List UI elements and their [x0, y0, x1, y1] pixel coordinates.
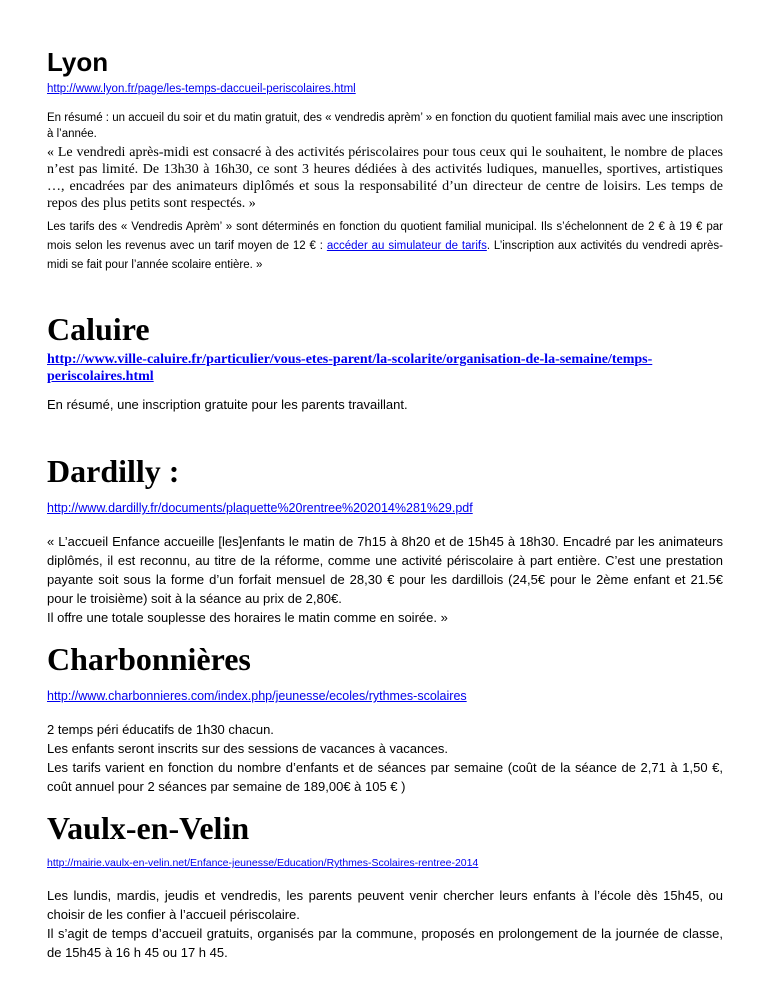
- link-caluire[interactable]: http://www.ville-caluire.fr/particulier/vous-etes-parent/la-scolarite/organisation-de-la-semaine/temps-periscolaires.html: [47, 352, 653, 384]
- line-charbonnieres-1: 2 temps péri éducatifs de 1h30 chacun.: [47, 722, 274, 737]
- summary-caluire: En résumé, une inscription gratuite pour les parents travaillant.: [47, 397, 408, 412]
- line-charbonnieres-3: Les tarifs varient en fonction du nombre d’enfants et de séances par semaine (coût de la séance de 2,71 à 1,50 €, coût annuel pour 2 séances par semaine de 189,00€ à 105 € ): [47, 760, 723, 794]
- link-charbonnieres[interactable]: http://www.charbonnieres.com/index.php/jeunesse/ecoles/rythmes-scolaires: [47, 689, 467, 703]
- heading-lyon: Lyon: [47, 47, 109, 77]
- tarifs-lyon-text: Les tarifs des « Vendredis Aprèm’ » sont déterminés en fonction du quotient familial municipal. Ils s’échelonnent de 2 € à 19 € par mois selon les revenus avec un tarif moyen de 12 € :: [47, 221, 723, 252]
- heading-caluire: Caluire: [47, 311, 150, 347]
- link-lyon[interactable]: http://www.lyon.fr/page/les-temps-daccueil-periscolaires.html: [47, 83, 356, 95]
- heading-dardilly: Dardilly :: [47, 453, 180, 489]
- link-simulateur-tarifs[interactable]: accéder au simulateur de tarifs: [326, 240, 487, 252]
- tarifs-lyon-text-end: . L’inscription aux activités du vendredi après-midi se fait pour l’année scolaire entière. »: [47, 240, 723, 271]
- heading-charbonnieres: Charbonnières: [47, 641, 251, 677]
- tarifs-lyon: [47, 218, 723, 275]
- link-dardilly[interactable]: http://www.dardilly.fr/documents/plaquette%20rentree%202014%281%29.pdf: [47, 501, 473, 515]
- heading-vaulx: Vaulx-en-Velin: [47, 810, 250, 846]
- text-dardilly-2: Il offre une totale souplesse des horaires le matin comme en soirée. »: [47, 610, 448, 625]
- text-dardilly: « L’accueil Enfance accueille [les]enfants le matin de 7h15 à 8h20 et de 15h45 à 18h30. Encadré par les animateurs diplômés, il est reconnu, au titre de la réforme, comme une activité périscolaire à part entière. C’est une prestation payante soit sous la forme d’un forfait mensuel de 28,30 € pour les dardillois (24,5€ pour le 2ème enfant et 21.5€ pour le troisième) soit à la séance au prix de 2,80€.: [47, 534, 723, 606]
- quote-lyon: « Le vendredi après-midi est consacré à des activités périscolaires pour tous ceux qui le souhaitent, le nombre de places n’est pas limité. De 13h30 à 16h30, ce sont 3 heures dédiées à des activités ludiques, manuelles, sportives, artistiques …, encadrées par des animateurs diplômés et sous la responsabilité d’un directeur de centre de loisirs. Les temps de repos des plus petits sont respectés. »: [47, 145, 723, 211]
- text-vaulx-1: Les lundis, mardis, jeudis et vendredis, les parents peuvent venir chercher leurs enfants à l’école dès 15h45, ou choisir de les confier à l’accueil périscolaire.: [47, 888, 723, 922]
- summary-lyon: En résumé : un accueil du soir et du matin gratuit, des « vendredis aprèm’ » en fonction du quotient familial mais avec une inscription à l’année.: [47, 112, 723, 140]
- line-charbonnieres-2: Les enfants seront inscrits sur des sessions de vacances à vacances.: [47, 741, 449, 756]
- link-vaulx[interactable]: http://mairie.vaulx-en-velin.net/Enfance-jeunesse/Education/Rythmes-Scolaires-rentree-2014: [47, 857, 479, 869]
- text-vaulx-2: Il s’agit de temps d’accueil gratuits, organisés par la commune, proposés en prolongement de la journée de classe, de 15h45 à 16 h 45 ou 17 h 45.: [47, 926, 723, 960]
